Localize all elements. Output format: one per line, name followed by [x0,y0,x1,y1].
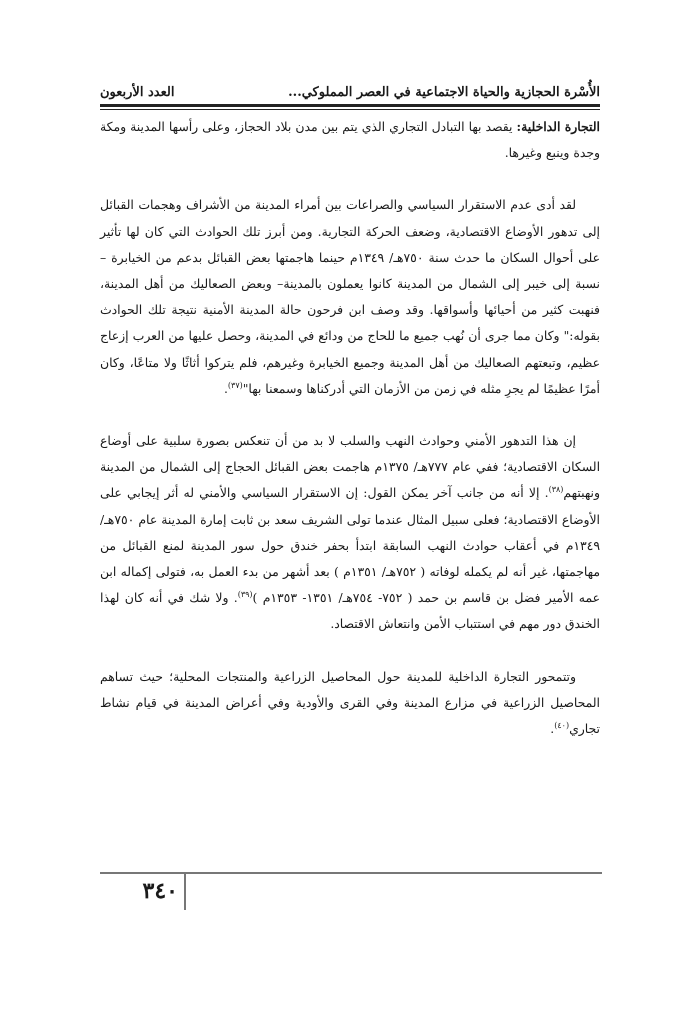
paragraph-text: لقد أدى عدم الاستقرار السياسي والصراعات بين أمراء المدينة من الأشراف وهجمات القبائل إلى تدهور الأوضاع الاقتصادية، وضعف الحركة التجارية. ومن أبرز تلك الحوادث التي كان لها تأثير على أحوال السكان ما حدث سنة ٧٥٠هـ/ ١٣٤٩م حينما هاجمتها بعض القبائل بدعم من الخيابرة – نسبة إلى خيبر إلى الشمال من المدينة كانوا يعملون بالمدينة– وبعض الصعاليك من أهل المدينة، فنهبت كثير من أحيائها وأسواقها. وقد وصف ابن فرحون حالة المدينة الأمنية نتيجة تلك الحوادث بقوله:" وكان مما جرى أن نُهب جميع ما للحاج من ودائع في المدينة، وحصل عليها من العرب إزعاج عظيم، وتبعتهم الصعاليك من أهل المدينة وجميع الخيابرة وغيرهم، فلم يتركوا أثاثًا ولا متاعًا، وكان أمرًا عظيمًا لم يجرِ مثله في زمن من الأزمان التي أدركناها وسمعنا بها" [100,197,600,396]
footer-rule [100,872,602,874]
page-number: ٣٤٠ [142,878,178,904]
paragraph-text: إن هذا التدهور الأمني وحوادث النهب والسلب لا بد من أن تنعكس بصورة سلبية على أوضاع السكان الاقتصادية؛ ففي عام ٧٧٧هـ/ ١٣٧٥م هاجمت بعض القبائل الحجاج إلى الشمال من المدينة ونهبتهم [100,433,601,501]
paragraph-text-continued: . إلا أنه من جانب آخر يمكن القول: إن الاستقرار السياسي والأمني له أثر إيجابي على الأوضاع الاقتصادية؛ فعلى سبيل المثال عندما تولى الشريف سعد بن ثابت إمارة المدينة عام ٧٥٠هـ/ ١٣٤٩م في أعقاب حوادث النهب السابقة ابتدأ بحفر خندق حول سور المدينة لمنع القبائل من مهاجمتها، غير أنه لم يكمله لوفاته ( ٧٥٢هـ/ ١٣٥١م ) بعد أشهر من بدء العمل به، فتولى إكماله ابن عمه الأمير فضل بن قاسم بن حمد ( ٧٥٢- ٧٥٤هـ/ ١٣٥١- ١٣٥٣م ) [100,485,601,606]
paragraph-spacer [100,638,600,664]
paragraph-tail: . [550,721,555,737]
header-rule-thick [100,104,600,107]
paragraph-agricultural-trade [100,664,600,743]
paragraph-text: يقصد بها التبادل التجاري الذي يتم بين مدن بلاد الحجاز، وعلى رأسها المدينة ومكة وجدة وينبع وغيرها. [100,119,600,161]
paragraph-tail: . ولا شك في أنه كان لهذا الخندق دور مهم في استتباب الأمن وانتعاش الاقتصاد. [100,590,600,632]
footnote-ref-39: (٣٩) [237,590,253,600]
footnote-ref-40: (٤٠) [554,720,570,730]
footnote-ref-38: (٣٨) [548,485,564,495]
paragraph-security-decline [100,428,600,638]
paragraph-lead-heading: التجارة الداخلية: [516,119,600,134]
footnote-ref-37: (٣٧) [227,380,243,390]
footer-divider [184,872,186,910]
article-body [100,114,600,742]
paragraph-spacer [100,402,600,428]
paragraph-text: وتتمحور التجارة الداخلية للمدينة حول المحاصيل الزراعية والمنتجات المحلية؛ حيث تساهم المحاصيل الزراعية في مزارع المدينة وفي القرى والأودية وفي أعراض المدينة في قيام نشاط تجاري [100,668,600,737]
paragraph-spacer [100,166,600,192]
header-article-title: الأُسْرة الحجازية والحياة الاجتماعية في العصر المملوكي... [288,85,600,100]
paragraph-instability [100,192,600,402]
paragraph-internal-trade-definition [100,114,600,166]
header-issue-label: العدد الأربعون [100,85,175,100]
running-header [100,76,600,100]
header-rule-thin [100,109,600,110]
paragraph-tail: . [223,380,228,396]
